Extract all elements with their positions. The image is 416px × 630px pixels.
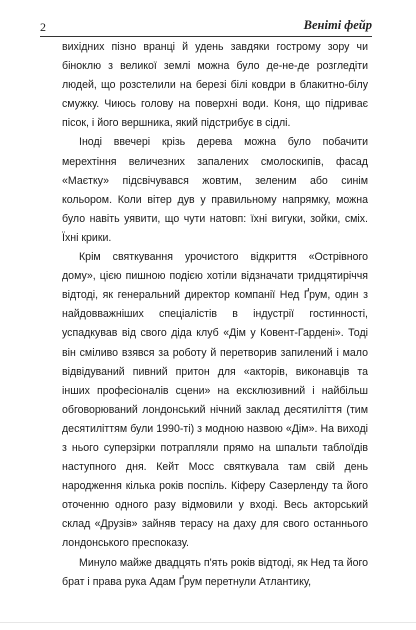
running-title: Веніті фейр: [303, 18, 372, 32]
paragraph: вихідних пізно вранці й удень завдяки гострому зору чи біноклю з великої землі можна було де-не-де розгледіти людей, що розстелили на березі білі ковдри в блакитно-білу смужку. Чиюсь голову на поверхні води. Коня, що підриває пісок, і його вершника, який підстрибує в сідлі.: [62, 41, 368, 130]
page-header: [22, 18, 394, 38]
page-bottom-edge: [0, 622, 416, 623]
body-text: [62, 38, 368, 592]
header-rule: [40, 36, 372, 37]
paragraph: Іноді ввечері крізь дерева можна було побачити мерехтіння величезних запалених смолоскипів, фасад «Маєтку» підсвічувався жовтим, зеленим або синім кольором. Коли вітер дув у правильному напрямку, можна було навіть уявити, що чути натовп: їхні вигуки, зойки, сміх. Їхні крики.: [62, 136, 368, 244]
paragraph: Минуло майже двадцять п'ять років відтоді, як Нед та його брат і права рука Адам Ґрум перетнули Атлантику,: [62, 556, 368, 588]
page-number: 2: [40, 20, 46, 34]
paragraph: Крім святкування урочистого відкриття «Острівного дому», цією пишною подією хотіли відзначати тридцятиріччя відтоді, як генеральний директор компанії Нед Ґрум, один з найдовважніших спеціалістів в індустрії гостинності, успадкував від свого діда клуб «Дім у Ковент-Гардені». Тоді він сміливо взявся за роботу й перетворив запилений і мало відвідуваний пивний притон для «акторів, виконавців та інших професіоналів сцени» на ексклюзивний і найбільш обговорюваний лондонський нічний заклад десятиліття (тим десятиліттям були 1990-ті) з модною назвою «Дім». На виході з нього суперзірки потрапляли прямо на шпальти таблоїдів наступного дня. Кейт Мосс святкувала там свій день народження кілька років поспіль. Кіферу Сазерленду та його оточенню одного разу відмовили у вході. Весь акторський склад «Друзів» зайняв терасу на даху для свого останнього лондонського преспоказу.: [62, 251, 368, 550]
